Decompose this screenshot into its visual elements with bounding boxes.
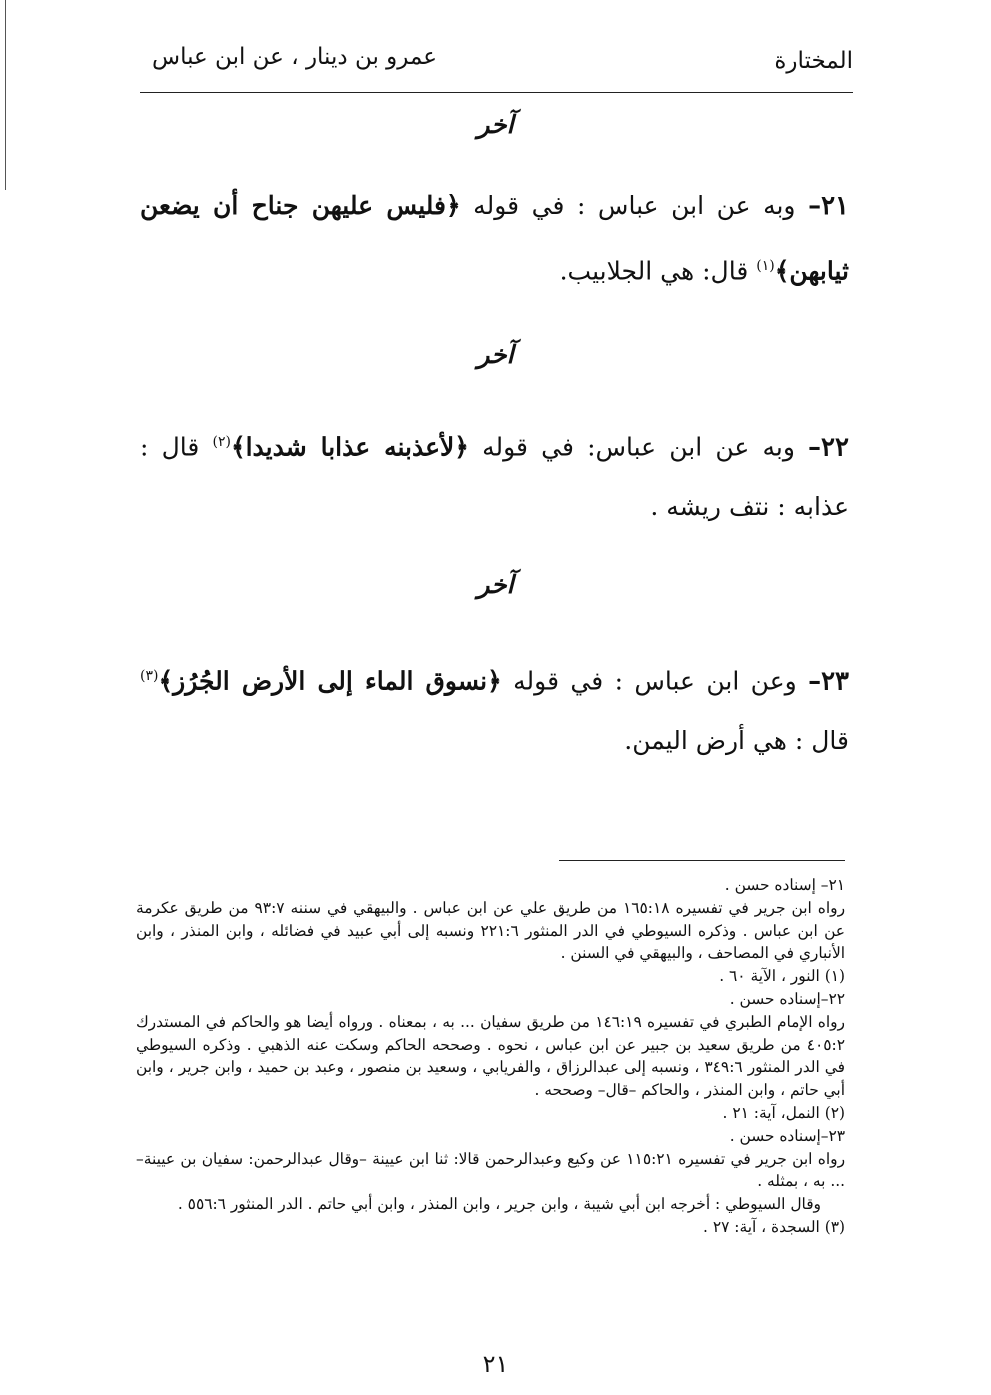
footnote-line: وقال السيوطي : أخرجه ابن أبي شيبة ، وابن جرير ، وابن المنذر ، وابن أبي حاتم . الدر المنثور ٥٥٦:٦ . <box>177 1195 821 1214</box>
entry-number: ٢٣– <box>808 666 849 697</box>
footnote-line: (١) النور ، الآية ٦٠ . <box>719 967 845 986</box>
running-header <box>140 40 853 93</box>
entry-text: وعن ابن عباس : في قوله <box>501 666 809 696</box>
footnote-line: رواه ابن جرير في تفسيره ١١٥:٢١ عن وكيع وعبدالرحمن قالا: ثنا ابن عيينة –وقال عبدالرحمن: سفيان بن عيينة– ... به ، بمثله . <box>136 1149 845 1191</box>
quran-verse: ﴿نسوق الماء إلى الأرض الجُرُز﴾ <box>158 666 502 696</box>
footnote-ref: (٣) <box>140 668 159 684</box>
entry-text: قال : هي أرض اليمن. <box>624 726 849 756</box>
footnote-ref: (١) <box>756 258 775 274</box>
footnote-line: رواه ابن جرير في تفسيره ١٦٥:١٨ من طريق علي عن ابن عباس . والبيهقي في سننه ٩٣:٧ من طريق عكرمة عن ابن عباس . وذكره السيوطي في الدر المنثور ٢٢١:٦ ونسبه إلى أبي عبيد في فضائله ، وابن المنذر ، وابن الأنباري في المصاحف ، والبيهقي في السنن . <box>136 898 845 963</box>
footnote-line: ٢٣–إسناده حسن . <box>729 1126 845 1145</box>
scan-edge-line <box>5 0 6 190</box>
entry-number: ٢١– <box>808 191 850 221</box>
entry-text: قال : عذابه : نتف ريشه . <box>140 432 849 522</box>
footnote-line: (٢) النمل، آية: ٢١ . <box>722 1103 845 1122</box>
footnote-divider <box>559 860 845 861</box>
entry-text: وبه عن ابن عباس: في قوله <box>468 432 809 462</box>
footnote-line: رواه الإمام الطبري في تفسيره ١٤٦:١٩ من طريق سفيان ... به ، بمعناه . ورواه أيضا هو والحاكم في المستدرك ٤٠٥:٢ من طريق سعيد بن جبير عن ابن عباس ، نحوه . وصححه الحاكم وسكت عنه الذهبي . وذكره السيوطي في الدر المنثور ٣٤٩:٦ ، ونسبه إلى عبدالرزاق ، والفريابي ، وسعيد بن منصور ، وعبد بن حميد ، وابن جرير ، وابن أبي حاتم ، وابن المنذر ، والحاكم –قال– وصححه . <box>136 1012 845 1100</box>
entry-23 <box>140 646 849 771</box>
footnote-line: ٢٢–إسناده حسن . <box>729 989 845 1008</box>
book-title: المختارة <box>774 48 853 74</box>
entry-heading: آخر <box>477 340 514 369</box>
entry-22 <box>140 412 849 537</box>
quran-verse: ﴿لأعذبنه عذابا شديدا﴾ <box>230 432 469 462</box>
entry-number: ٢٢– <box>808 432 849 463</box>
footnote-line: (٣) السجدة ، آية: ٢٧ . <box>703 1217 845 1236</box>
footnotes <box>136 874 845 1239</box>
entry-heading: آخر <box>477 570 514 599</box>
quran-verse: ﴿فليس عليهن جناح أن يضعن ثيابهن﴾ <box>140 191 849 286</box>
entry-text: قال: هي الجلابيب. <box>559 256 757 286</box>
footnote-line: ٢١– إسناده حسن . <box>724 876 845 894</box>
footnote-ref: (٢) <box>212 434 231 450</box>
section-title: عمرو بن دينار ، عن ابن عباس <box>152 44 437 70</box>
entry-heading: آخر <box>477 110 514 139</box>
entry-21 <box>140 176 849 301</box>
page-number: ٢١ <box>482 1350 509 1378</box>
entry-text: وبه عن ابن عباس : في قوله <box>460 191 809 220</box>
